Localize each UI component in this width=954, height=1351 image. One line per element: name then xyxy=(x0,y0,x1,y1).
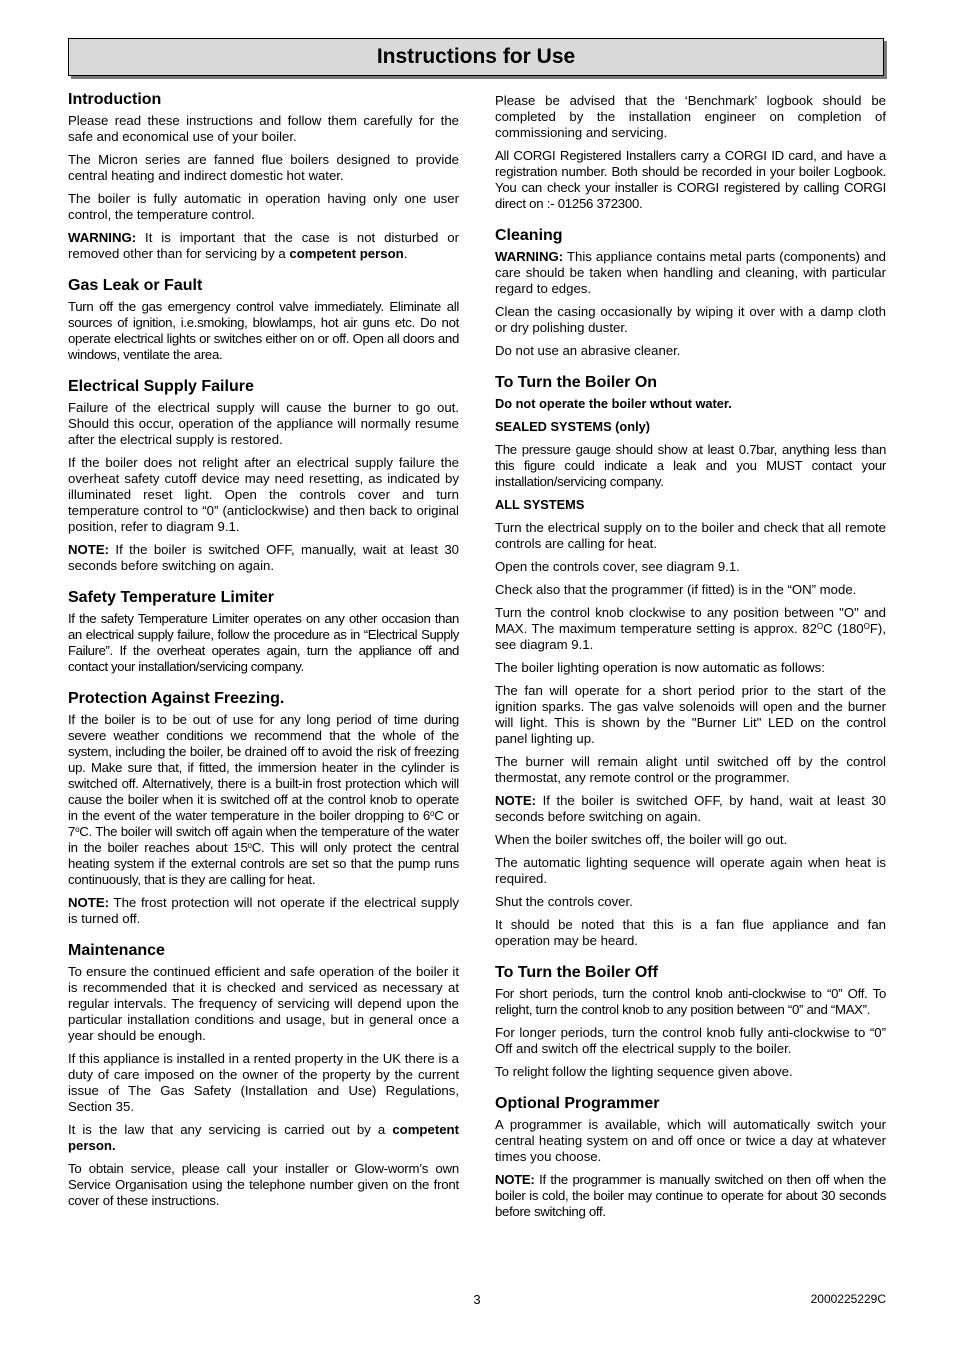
paragraph: To ensure the continued efficient and safe operation of the boiler it is recommended that it is checked and serviced as necessary at regular intervals. The frequency of servicing will depend upon the particular installation conditions and usage, but in general once a year should be enough. xyxy=(68,964,459,1043)
heading-maintenance: Maintenance xyxy=(68,942,165,959)
degree-mark: O xyxy=(863,622,870,631)
text: If the boiler is switched OFF, by hand, wait at least 30 seconds before switching on again. xyxy=(495,793,886,824)
note-label: NOTE: xyxy=(68,542,110,557)
paragraph: The fan will operate for a short period prior to the start of the ignition sparks. The gas valve solenoids will open and the burner will light. This is shown by the "Burner Lit" LED on the control panel lighting up. xyxy=(495,683,886,746)
paragraph xyxy=(68,712,459,888)
text: It is the law that any servicing is carried out by a xyxy=(68,1122,393,1137)
title-banner xyxy=(68,38,884,76)
note-label: NOTE: xyxy=(495,1172,535,1187)
heading-turn-on: To Turn the Boiler On xyxy=(495,374,658,391)
heading-safety-limiter: Safety Temperature Limiter xyxy=(68,589,274,606)
paragraph: Do not use an abrasive cleaner. xyxy=(495,343,681,358)
paragraph: Shut the controls cover. xyxy=(495,894,633,909)
text: The frost protection will not operate if the electrical supply is turned off. xyxy=(68,895,459,926)
heading-cleaning: Cleaning xyxy=(495,227,563,244)
text: If the boiler is to be out of use for any long period of time during severe weather conditions we recommend that the whole of the system, including the boiler, be drained off to avoid the risk of freezing up. Make sure that, if fitted, the immersion heater in the cylinder is switched off. Alternatively, there is a built-in frost protection which will cause the boiler when it is switched off at the control knob to operate in the event of the water temperature in the boiler dropping to 6 xyxy=(68,712,459,823)
paragraph: The automatic lighting sequence will operate again when heat is required. xyxy=(495,855,886,886)
paragraph: The pressure gauge should show at least 0.7bar, anything less than this figure could indicate a leak and you MUST contact your installation/servicing company. xyxy=(495,442,886,489)
paragraph: Clean the casing occasionally by wiping it over with a damp cloth or dry polishing duster. xyxy=(495,304,886,335)
paragraph: It should be noted that this is a fan flue appliance and fan operation may be heard. xyxy=(495,917,886,948)
paragraph: The boiler lighting operation is now automatic as follows: xyxy=(495,660,825,675)
paragraph: A programmer is available, which will automatically switch your central heating system on and off once or twice a day at whatever times you choose. xyxy=(495,1117,886,1164)
paragraph xyxy=(68,1122,459,1154)
degree-mark: O xyxy=(816,622,824,631)
section-electrical-failure xyxy=(68,377,459,574)
section-turn-off xyxy=(495,963,886,1080)
section-benchmark xyxy=(495,93,886,212)
bold-text: competent person. xyxy=(68,1122,459,1153)
note-label: NOTE: xyxy=(68,895,110,910)
warning-label: WARNING: xyxy=(68,230,137,245)
paragraph: To relight follow the lighting sequence given above. xyxy=(495,1064,793,1079)
paragraph: All CORGI Registered Installers carry a CORGI ID card, and have a registration number. Both should be recorded in your boiler Logbook. You can check your installer is CORGI registered by calling CORGI direct on :- 01256 372300. xyxy=(495,148,886,211)
degree-mark: o xyxy=(247,841,252,850)
page-title: Instructions for Use xyxy=(376,45,576,68)
section-cleaning xyxy=(495,226,886,359)
section-programmer xyxy=(495,1094,886,1220)
paragraph: Please be advised that the ‘Benchmark’ logbook should be completed by the installation engineer on completion of commissioning and servicing. xyxy=(495,93,886,140)
document-reference: 2000225229C xyxy=(810,1292,886,1306)
text: C. This will only protect the central heating system if the external controls are set so that the pump runs continuously, that is they are calling for heat. xyxy=(68,840,459,887)
paragraph xyxy=(495,605,886,653)
text: This appliance contains metal parts (components) and care should be taken when handling and cleaning, with particular regard to edges. xyxy=(495,249,886,296)
section-gas-leak xyxy=(68,276,459,363)
bold-text: competent person xyxy=(289,246,404,261)
subheading-all-systems: ALL SYSTEMS xyxy=(495,497,585,512)
text: Turn the control knob clockwise to any position between "O" and MAX. The maximum temperature setting is approx. 82 xyxy=(495,605,886,636)
section-introduction xyxy=(68,90,459,262)
page-number: 3 xyxy=(473,1292,481,1307)
left-column xyxy=(68,90,459,1216)
section-freezing xyxy=(68,689,459,927)
paragraph: Please read these instructions and follow them carefully for the safe and economical use of your boiler. xyxy=(68,113,459,144)
text: C or 7 xyxy=(68,808,460,839)
degree-mark: o xyxy=(430,809,435,818)
text: It is important that the case is not disturbed or removed other than for servicing by a xyxy=(68,230,459,261)
paragraph: The burner will remain alight until switched off by the control thermostat, any remote control or the programmer. xyxy=(495,754,886,785)
right-column xyxy=(495,93,886,1227)
section-safety-limiter xyxy=(68,588,459,675)
subheading-sealed-systems: SEALED SYSTEMS (only) xyxy=(495,419,650,434)
section-turn-on xyxy=(495,373,886,949)
paragraph: If the boiler does not relight after an electrical supply failure the overheat safety cutoff device may need resetting, as indicated by illuminated reset light. Open the controls cover and turn temperature control to “0” (anticlockwise) and then back to original position, refer to diagram 9.1. xyxy=(68,455,459,534)
paragraph: The Micron series are fanned flue boilers designed to provide central heating and indirect domestic hot water. xyxy=(68,152,459,183)
paragraph: To obtain service, please call your installer or Glow-worm’s own Service Organisation using the telephone number given on the front cover of these instructions. xyxy=(68,1161,459,1208)
paragraph: Open the controls cover, see diagram 9.1. xyxy=(495,559,740,574)
heading-programmer: Optional Programmer xyxy=(495,1095,660,1112)
warning-label: WARNING: xyxy=(495,249,564,264)
heading-introduction: Introduction xyxy=(68,91,162,108)
degree-mark: o xyxy=(75,825,80,834)
note-label: NOTE: xyxy=(495,793,537,808)
text: If the programmer is manually switched on then off when the boiler is cold, the boiler may continue to operate for about 30 seconds before switching off. xyxy=(495,1172,886,1219)
text: F), see diagram 9.1. xyxy=(495,621,886,652)
warning-paragraph xyxy=(495,249,886,297)
heading-turn-off: To Turn the Boiler Off xyxy=(495,964,658,981)
note-paragraph xyxy=(68,542,459,574)
warning-paragraph xyxy=(68,230,459,262)
note-paragraph xyxy=(68,895,459,927)
heading-freezing: Protection Against Freezing. xyxy=(68,690,285,707)
paragraph: Failure of the electrical supply will cause the burner to go out. Should this occur, operation of the appliance will normally resume after the electrical supply is restored. xyxy=(68,400,459,447)
note-paragraph xyxy=(495,1172,886,1220)
text: C (180 xyxy=(823,621,864,636)
paragraph: Check also that the programmer (if fitted) is in the “ON” mode. xyxy=(495,582,857,597)
paragraph: Turn off the gas emergency control valve immediately. Eliminate all sources of ignition, i.e.smoking, blowlamps, hot air guns etc. Do not operate electrical lights or switches either on or off. Open all doors and windows, ventilate the area. xyxy=(68,299,459,362)
text: C. The boiler will switch off again when the temperature of the water in the boiler reaches about 15 xyxy=(68,824,459,855)
paragraph: If this appliance is installed in a rented property in the UK there is a duty of care imposed on the owner of the property by the current issue of The Gas Safety (Installation and Use) Regulations, Section 35. xyxy=(68,1051,459,1114)
paragraph: Turn the electrical supply on to the boiler and check that all remote controls are calling for heat. xyxy=(495,520,886,551)
paragraph: If the safety Temperature Limiter operates on any other occasion than an electrical supply failure, follow the procedure as in “Electrical Supply Failure”. If the overheat operates again, turn the appliance off and contact your installation/servicing company. xyxy=(68,611,459,674)
heading-electrical-failure: Electrical Supply Failure xyxy=(68,378,254,395)
bold-paragraph: Do not operate the boiler wthout water. xyxy=(495,396,732,411)
section-maintenance xyxy=(68,941,459,1209)
text: . xyxy=(403,246,408,261)
heading-gas-leak: Gas Leak or Fault xyxy=(68,277,203,294)
paragraph: The boiler is fully automatic in operation having only one user control, the temperature control. xyxy=(68,191,459,222)
text: If the boiler is switched OFF, manually, wait at least 30 seconds before switching on again. xyxy=(68,542,459,573)
paragraph: When the boiler switches off, the boiler will go out. xyxy=(495,832,788,847)
paragraph: For short periods, turn the control knob anti-clockwise to “0” Off. To relight, turn the control knob to any position between “0” and “MAX”. xyxy=(495,986,886,1017)
paragraph: For longer periods, turn the control knob fully anti-clockwise to “0” Off and switch off the electrical supply to the boiler. xyxy=(495,1025,886,1056)
note-paragraph xyxy=(495,793,886,825)
